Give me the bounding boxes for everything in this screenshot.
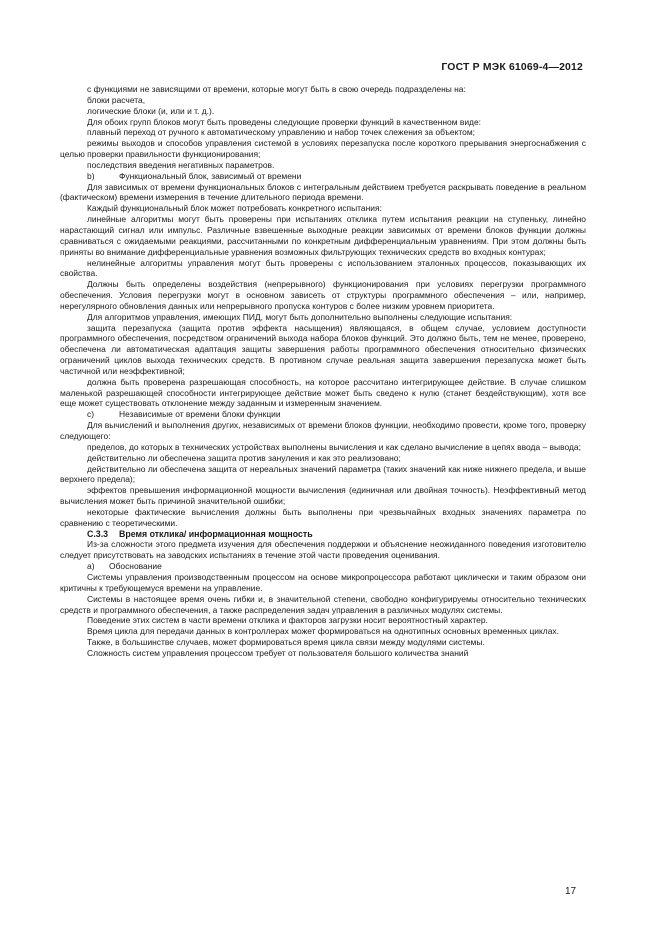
paragraph: действительно ли обеспечена защита против зануления и как это реализовано;	[87, 452, 401, 463]
paragraph: логические блоки (и, или и т. д.).	[87, 105, 215, 116]
paragraph: последствия введения негативных параметров.	[87, 159, 275, 170]
paragraph: с функциями не зависящими от времени, которые могут быть в свою очередь подразделены на:	[87, 84, 466, 94]
paragraph: Каждый функциональный блок может потребовать конкретного испытания:	[87, 203, 382, 214]
paragraph: Для обоих групп блоков могут быть проведены следующие проверки функций в качественном виде:	[87, 116, 482, 127]
paragraph: Системы управления производственным процессом на основе микропроцессора работают циклически и таким образом они критичны к требующемуся времени на управление.	[60, 571, 586, 593]
paragraph: Время цикла для передачи данных в контроллерах может формироваться на однотипных основных временных циклах.	[87, 626, 559, 637]
paragraph: действительно ли обеспечена защита от нереальных значений параметра (таких значений как ниже нижнего предела, и выше верхнего предела);	[60, 463, 586, 485]
paragraph: блоки расчета,	[87, 94, 146, 105]
page-number: 17	[565, 886, 577, 897]
paragraph: Для зависимых от времени функциональных блоков с интегральным действием требуется раскрывать поведение в реальном (фактическом) времени измерения в течение длительного периода времени.	[60, 181, 586, 203]
paragraph: нелинейные алгоритмы управления могут быть проверены с использованием эталонных процессов, показывающих их свойства.	[60, 257, 586, 279]
standard-header: ГОСТ Р МЭК 61069-4—2012	[441, 62, 583, 73]
list-item-heading	[60, 409, 586, 420]
section-title: Время отклика/ информационная мощность	[119, 528, 313, 539]
paragraph: Также, в большинстве случаев, может формироваться время цикла связи между модулями системы.	[87, 637, 485, 648]
paragraph: плавный переход от ручного к автоматическому управлению и набор точек слежения за объектом;	[87, 127, 475, 138]
item-marker: b)	[87, 170, 95, 181]
section-heading	[60, 529, 586, 540]
paragraph: Поведение этих систем в части времени отклика и факторов загрузки носит вероятностный характер.	[87, 615, 488, 626]
item-marker: c)	[87, 409, 95, 420]
section-number: С.3.3	[87, 528, 109, 539]
document-body	[60, 84, 586, 659]
paragraph: должна быть проверена разрешающая способность, на которое рассчитано интегрирующее действие. В случае слишком маленькой разрешающей способности интегрирующее действие может быть сведено к нулю (станет бездействующим), хотя все еще может существовать отклонение между заданным и измеренным значением.	[60, 376, 586, 409]
paragraph: Системы в настоящее время очень гибки и, в значительной степени, свободно конфигурируемы относительно технических средств и программного обеспечения, а также распределения задач управления в различных модулях системы.	[60, 593, 586, 615]
paragraph: Из-за сложности этого предмета изучения для обеспечения поддержки и объяснение неожиданного поведения изготовителю следует присутствовать на заводских испытаниях в течение этой части проведения оценивания.	[60, 539, 586, 561]
paragraph: защита перезапуска (защита против эффекта насыщения) являющаяся, в общем случае, условием доступности программного обеспечения, посредством ограничений выхода набора блоков функций. Это должно быть, тем не менее, проверено, обеспечена ли автоматическая адаптация защиты завершения работы программного обеспечения относительно физических ограничений циклов выхода технических средств. В противном случае реальная защита завершения перезапуска может быть частичной или неэффективной;	[60, 322, 586, 376]
item-title: Функциональный блок, зависимый от времени	[119, 170, 302, 181]
paragraph: эффектов превышения информационной мощности вычисления (единичная или двойная точность). Неэффективный метод вычисления может быть причиной значительной ошибки;	[60, 485, 586, 507]
paragraph: режимы выходов и способов управления системой в условиях перезапуска после короткого прерывания энергоснабжения с целью проверки правильности функционирования;	[60, 138, 586, 160]
list-item-heading	[60, 561, 586, 572]
paragraph: некоторые фактические вычисления должны быть выполнены при чрезвычайных входных значениях параметра по сравнению с теоретическими.	[60, 506, 586, 528]
paragraph: Для алгоритмов управления, имеющих ПИД, могут быть дополнительно выполнены следующие испытания:	[87, 311, 513, 322]
item-marker: а)	[87, 561, 95, 572]
paragraph: Должны быть определены воздействия (непрерывного) функционирования при условиях перегрузки программного обеспечения. Условия перегрузки могут в основном зависеть от структуры программного обеспечения – или, например, нерегулярного обновления данных или непрерывного пропуска контуров с более низким уровнем приоритета.	[60, 279, 586, 311]
paragraph: Сложность систем управления процессом требует от пользователя большого количества знаний	[87, 647, 469, 658]
paragraph: Для вычислений и выполнения других, независимых от времени блоков функции, необходимо провести, кроме того, проверку следующего:	[60, 420, 586, 441]
item-title: Обоснование	[109, 561, 162, 572]
paragraph: линейные алгоритмы могут быть проверены при испытаниях отклика путем испытания реакции на ступеньку, линейно нарастающий сигнал или импульс. Различные взвешенные выходные реакции зависимых от времени блоков функции должны сравниваться с ожидаемыми реакциями, рассчитанными по конкретным дифференциальным уравнениям. При этом должны быть приняты во внимание дифференциальные уравнения возможных фильтрующих технических средств во входных контурах;	[60, 214, 586, 257]
item-title: Независимые от времени блоки функции	[119, 409, 281, 420]
list-item-heading	[60, 171, 586, 182]
paragraph: пределов, до которых в технических устройствах выполнены вычисления и как сделано вычисление в цепях ввода – вывода;	[87, 441, 581, 452]
